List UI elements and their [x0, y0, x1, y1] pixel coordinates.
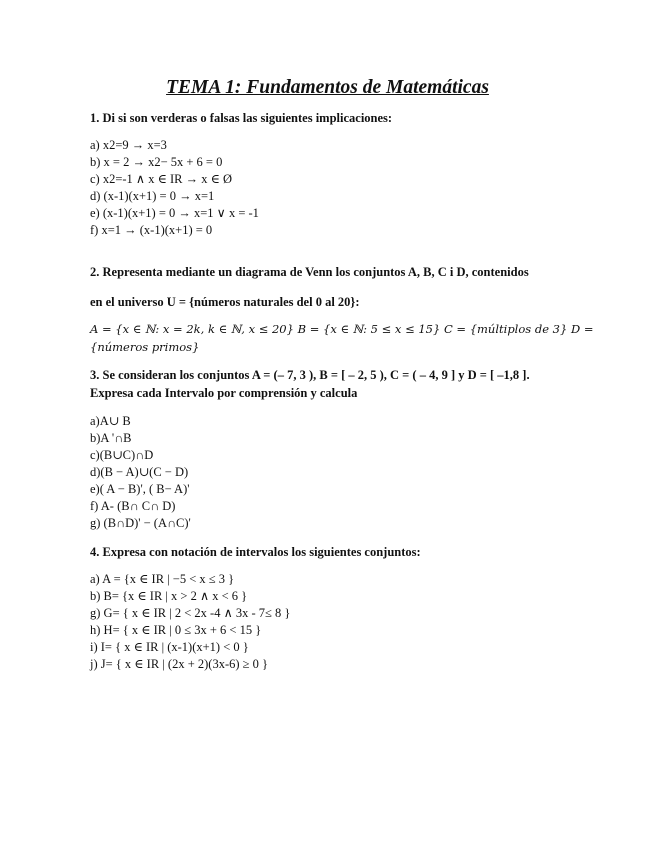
list-item: h) H= { x ∈ IR | 0 ≤ 3x + 6 < 15 } — [90, 623, 262, 637]
list-item: d)(B − A)∪(C − D) — [90, 465, 189, 479]
question-3-heading: 3. Se consideran los conjuntos A = (– 7, 3 ), B = [ – 2, 5 ), C = ( – 4, 9 ] y D = [ –1,8 ]. — [90, 368, 530, 382]
list-item: g) G= { x ∈ IR | 2 < 2x -4 ∧ 3x - 7≤ 8 } — [90, 606, 291, 620]
list-item: b) x = 2 → x2− 5x + 6 = 0 — [90, 155, 223, 169]
list-item: f) A- (B∩ C∩ D) — [90, 499, 176, 513]
page-title: TEMA 1: Fundamentos de Matemáticas — [166, 77, 489, 98]
list-item: a) A = {x ∈ IR | −5 < x ≤ 3 } — [90, 572, 235, 586]
question-2-heading: 2. Representa mediante un diagrama de Venn los conjuntos A, B, C i D, contenidos — [90, 265, 529, 279]
list-item: b) B= {x ∈ IR | x > 2 ∧ x < 6 } — [90, 589, 248, 603]
set-definitions-cont: {números primos} — [90, 340, 200, 354]
question-4-heading: 4. Expresa con notación de intervalos los siguientes conjuntos: — [90, 545, 421, 559]
list-item: b)A '∩B — [90, 431, 132, 445]
list-item: g) (B∩D)' − (A∩C)' — [90, 516, 191, 530]
set-definitions: A = {x ∈ ℕ: x = 2k, k ∈ ℕ, x ≤ 20} B = {x ∈ ℕ: 5 ≤ x ≤ 15} C = {múltiplos de 3} D = — [90, 322, 594, 336]
question-3-heading-cont: Expresa cada Intervalo por comprensión y calcula — [90, 386, 358, 400]
list-item: a)A∪ B — [90, 414, 131, 428]
list-item: d) (x-1)(x+1) = 0 → x=1 — [90, 189, 215, 203]
list-item: a) x2=9 → x=3 — [90, 138, 167, 152]
list-item: f) x=1 → (x-1)(x+1) = 0 — [90, 223, 213, 237]
list-item: c) x2=-1 ∧ x ∈ IR → x ∈ Ø — [90, 172, 232, 186]
question-2-heading-cont: en el universo U = {números naturales del 0 al 20}: — [90, 295, 360, 309]
list-item: c)(B∪C)∩D — [90, 448, 154, 462]
list-item: i) I= { x ∈ IR | (x-1)(x+1) < 0 } — [90, 640, 249, 654]
list-item: e)( A − B)', ( B− A)' — [90, 482, 190, 496]
list-item: e) (x-1)(x+1) = 0 → x=1 ∨ x = -1 — [90, 206, 259, 220]
question-1-heading: 1. Di si son verderas o falsas las siguientes implicaciones: — [90, 111, 393, 125]
list-item: j) J= { x ∈ IR | (2x + 2)(3x-6) ≥ 0 } — [90, 657, 269, 671]
